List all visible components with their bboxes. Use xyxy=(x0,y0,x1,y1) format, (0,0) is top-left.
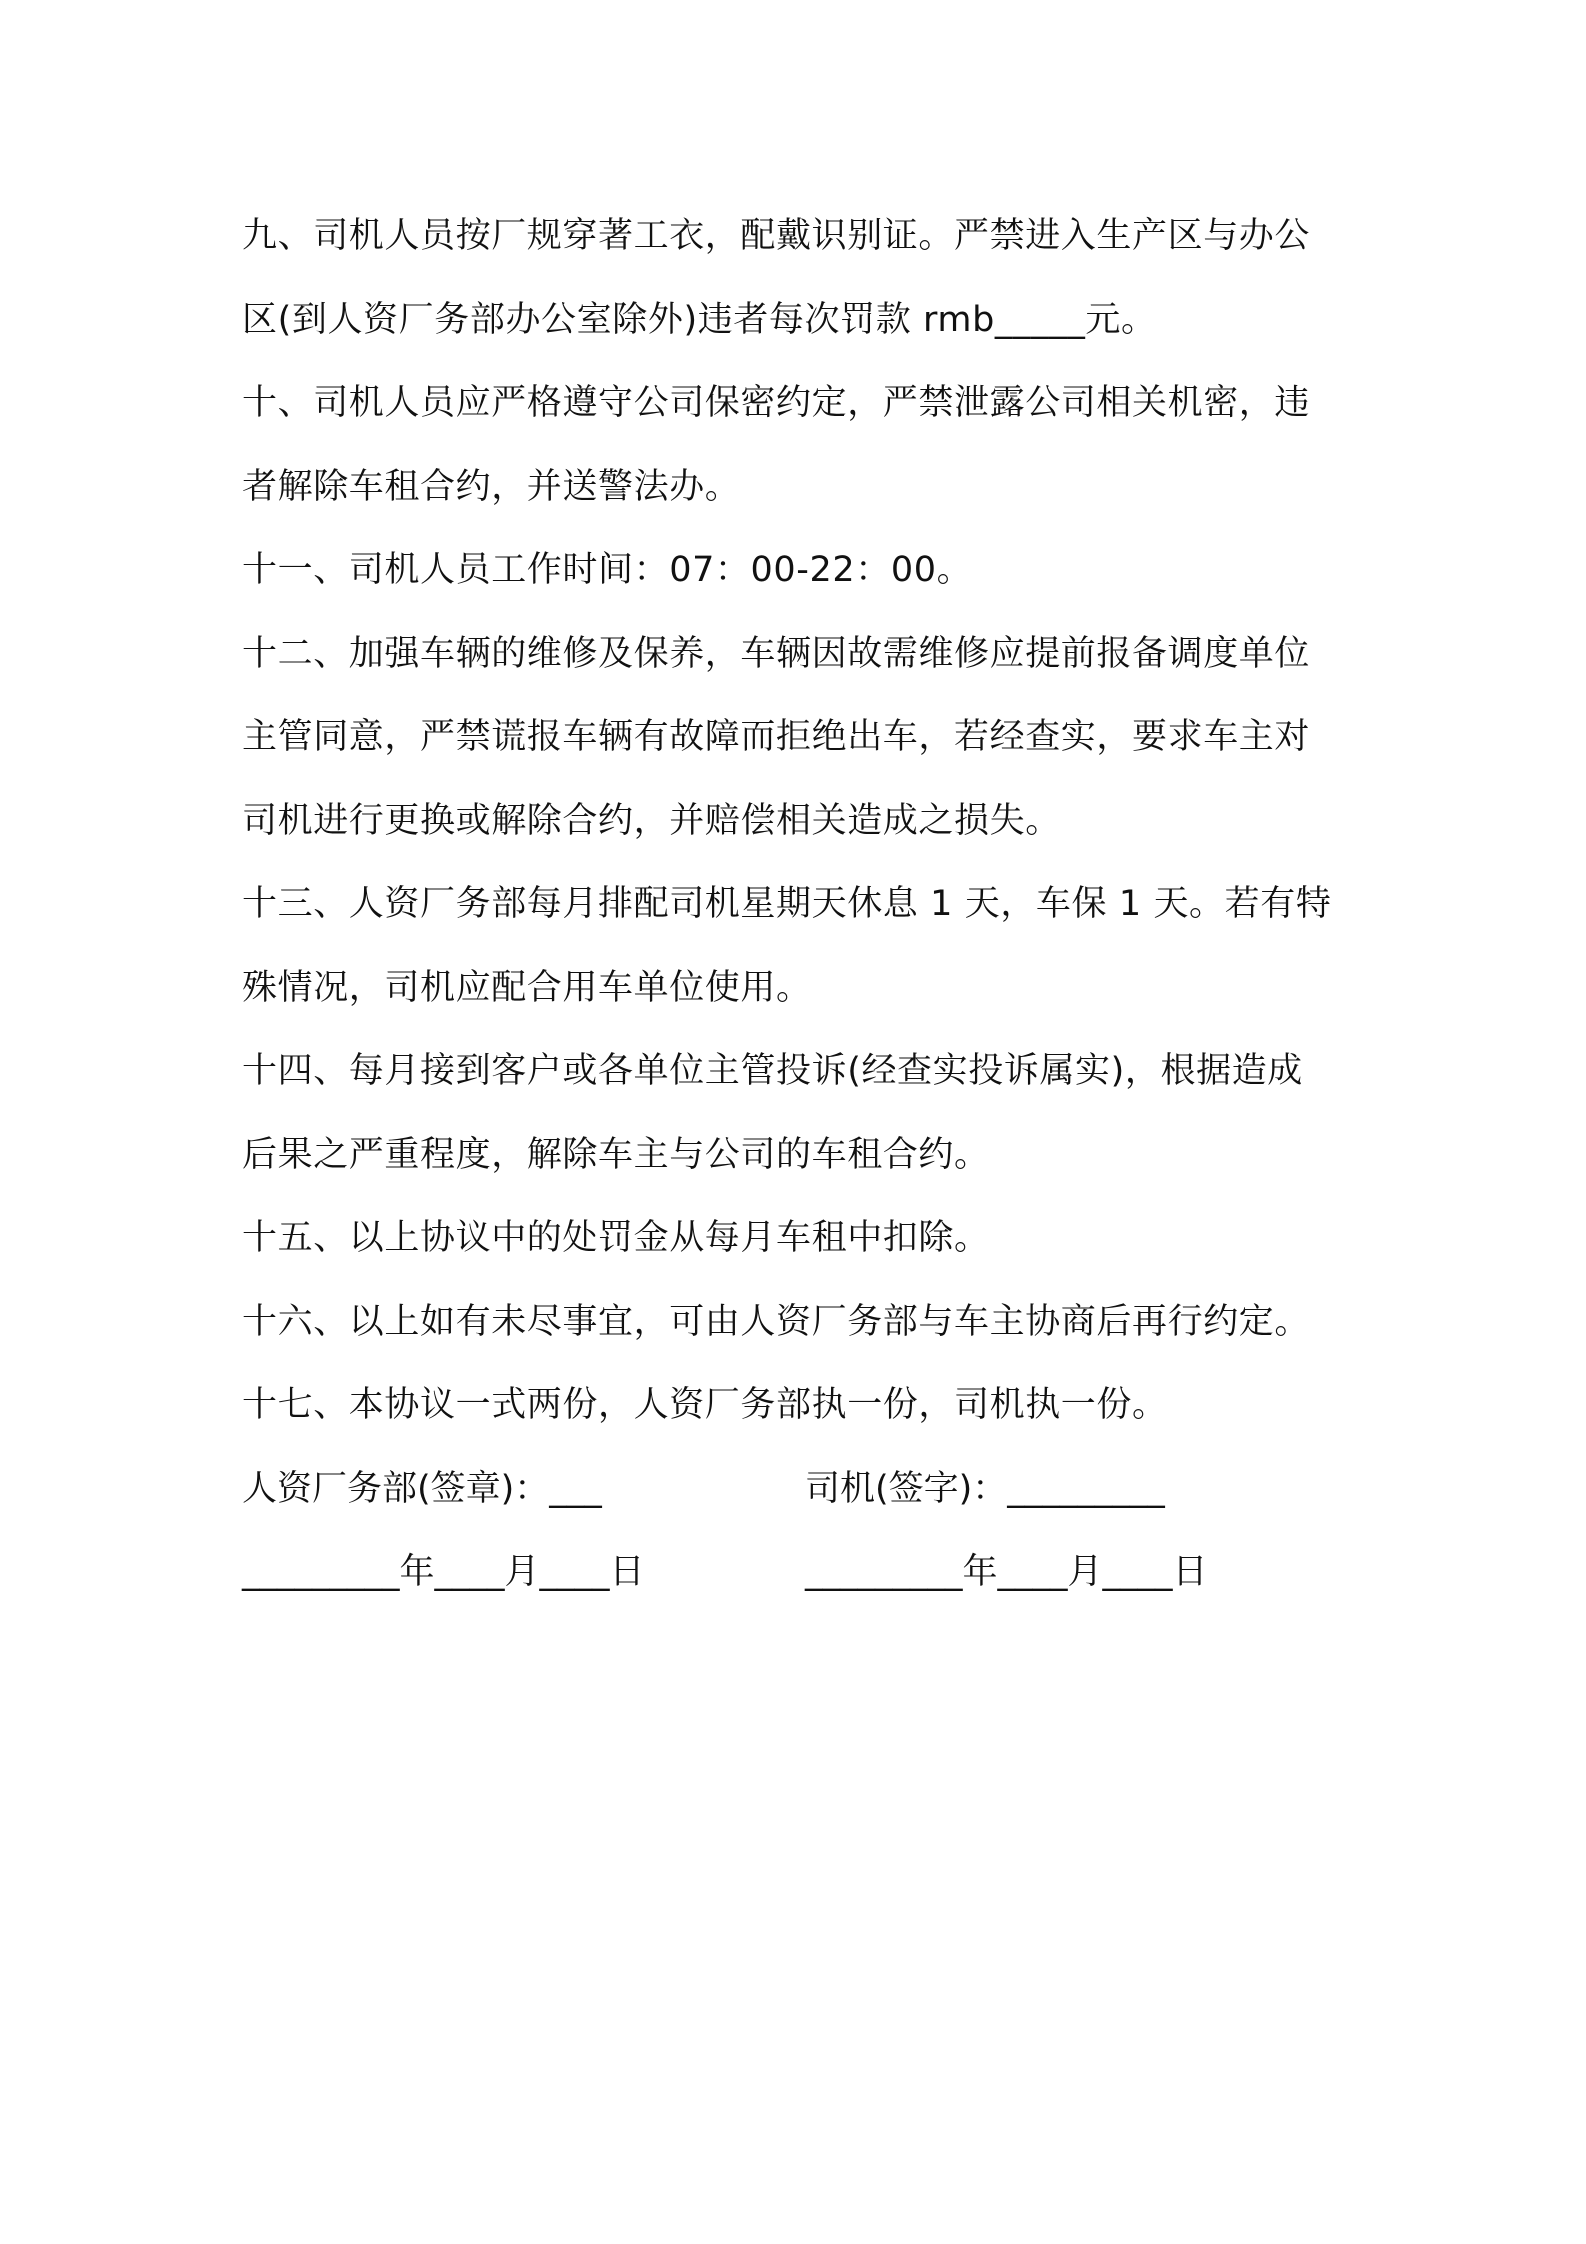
hr-signature-date: _________年____月____日 xyxy=(242,1552,645,1592)
text-line: 十二、加强车辆的维修及保养，车辆因故需维修应提前报备调度单位 xyxy=(242,633,1311,674)
text-line: 殊情况，司机应配合用车单位使用。 xyxy=(242,967,812,1008)
text-line: 十五、以上协议中的处罚金从每月车租中扣除。 xyxy=(242,1218,990,1258)
date-row xyxy=(242,1531,1360,1615)
signature-row xyxy=(242,1448,1360,1532)
text-line: 十三、人资厂务部每月排配司机星期天休息 1 天，车保 1 天。若有特 xyxy=(242,884,1332,924)
text-line: 十一、司机人员工作时间：07：00-22：00。 xyxy=(242,550,973,590)
text-line: 十、司机人员应严格遵守公司保密约定，严禁泄露公司相关机密，违 xyxy=(242,383,1311,423)
driver-signature-date: _________年____月____日 xyxy=(805,1552,1208,1592)
text-line: 十六、以上如有未尽事宜，可由人资厂务部与车主协商后再行约定。 xyxy=(242,1301,1311,1342)
text-line: 九、司机人员按厂规穿著工衣，配戴识别证。严禁进入生产区与办公 xyxy=(242,216,1311,256)
text-line: 后果之严重程度，解除车主与公司的车租合约。 xyxy=(242,1134,990,1175)
text-line: 主管同意，严禁谎报车辆有故障而拒绝出车，若经查实，要求车主对 xyxy=(242,717,1311,757)
hr-signature-label: 人资厂务部(签章)：___ xyxy=(242,1468,602,1509)
document-body xyxy=(242,195,1360,1615)
driver-signature-label: 司机(签字)：_________ xyxy=(805,1468,1165,1509)
text-line: 十四、每月接到客户或各单位主管投诉(经查实投诉属实)，根据造成 xyxy=(242,1051,1303,1091)
text-line: 者解除车租合约，并送警法办。 xyxy=(242,466,741,507)
text-line: 区(到人资厂务部办公室除外)违者每次罚款 rmb_____元。 xyxy=(242,299,1157,340)
text-line: 司机进行更换或解除合约，并赔偿相关造成之损失。 xyxy=(242,800,1061,841)
text-line: 十七、本协议一式两份，人资厂务部执一份，司机执一份。 xyxy=(242,1385,1168,1425)
